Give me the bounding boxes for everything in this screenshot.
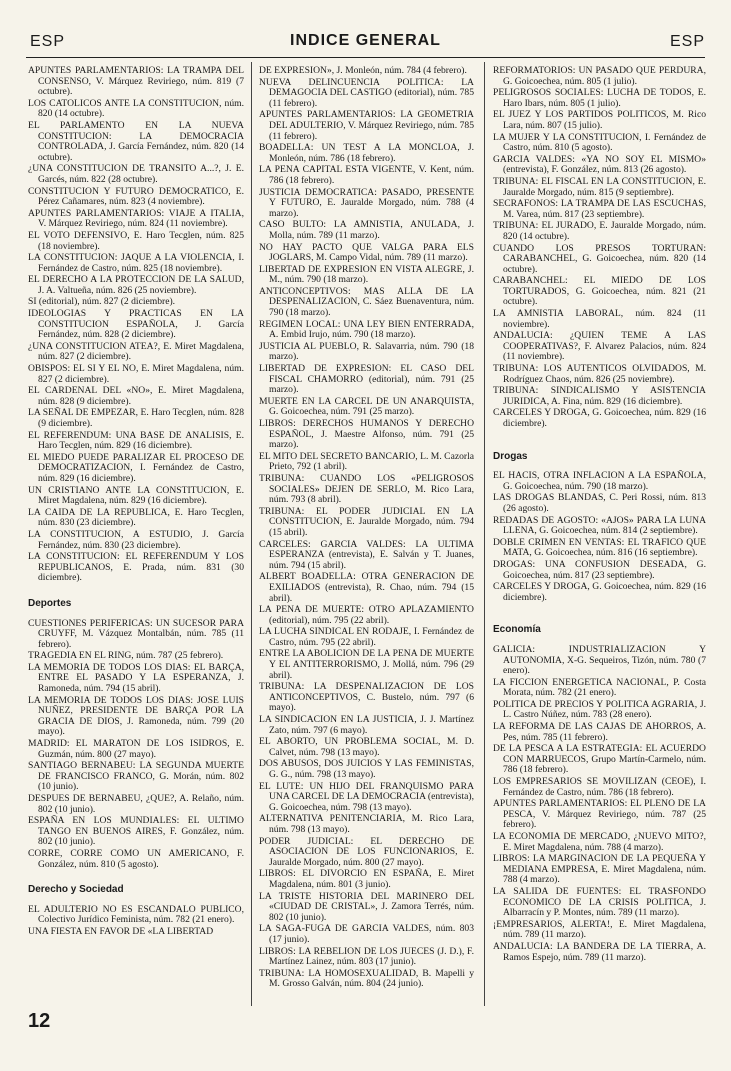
index-entry: LIBERTAD DE EXPRESION EN VISTA ALEGRE, J. M., núm. 790 (18 marzo). xyxy=(259,263,474,286)
index-entry: LA FICCION ENERGETICA NACIONAL, P. Costa Morata, núm. 782 (21 enero). xyxy=(493,676,706,699)
page-number: 12 xyxy=(28,1010,51,1032)
index-entry: TRAGEDIA EN EL RING, núm. 787 (25 febrero). xyxy=(28,650,224,662)
index-entry: LIBERTAD DE EXPRESION: EL CASO DEL FISCAL CHAMORRO (editorial), núm. 791 (25 marzo). xyxy=(259,363,474,396)
index-entry: ESPAÑA EN LOS MUNDIALES: EL ULTIMO TANGO EN BUENOS AIRES, F. González, núm. 802 (10 junio). xyxy=(28,815,244,848)
index-entry: CARCELES Y DROGA, G. Goicoechea, núm. 829 (16 diciembre). xyxy=(493,407,706,429)
index-entry: LA CONSTITUCION: JAQUE A LA VIOLENCIA, I. Fernández de Castro, núm. 825 (18 noviembre). xyxy=(28,252,244,274)
index-entry: UNA FIESTA EN FAVOR DE «LA LIBERTAD xyxy=(28,925,214,937)
index-entry: CUESTIONES PERIFERICAS: UN SUCESOR PARA CRUYFF, M. Vázquez Montalbán, núm. 785 (11 febrero). xyxy=(28,617,244,650)
index-entry: LA TRISTE HISTORIA DEL MARINERO DEL «CIUDAD DE CRISTAL», J. Zamora Terrés, núm. 802 (10 junio). xyxy=(259,890,474,923)
index-entry: UN CRISTIANO ANTE LA CONSTITUCION, E. Miret Magdalena, núm. 829 (16 diciembre). xyxy=(28,484,244,507)
section-heading: Derecho y Sociedad xyxy=(28,884,124,896)
index-entry: TRIBUNA: EL FISCAL EN LA CONSTITUCION, E. Jauralde Morgado, núm. 815 (9 septiembre). xyxy=(493,175,706,198)
index-entry: TRIBUNA: LA DESPENALIZACION DE LOS ANTICONCEPTIVOS, C. Bustelo, núm. 797 (6 mayo). xyxy=(259,681,474,714)
index-entry: MUERTE EN LA CARCEL DE UN ANARQUISTA, G. Goicoechea, núm. 791 (25 marzo). xyxy=(259,395,474,418)
index-entry: REDADAS DE AGOSTO: «AJOS» PARA LA LUNA LLENA, G. Goicoechea, núm. 814 (2 septiembre). xyxy=(493,514,706,537)
index-entry: LA MEMORIA DE TODOS LOS DIAS: JOSE LUIS NUÑEZ, PRESIDENTE DE BARÇA POR LA GRACIA DE DIOS, J. Ramoneda, núm. 799 (20 mayo). xyxy=(28,694,244,738)
index-entry: LIBROS: LA MARGINACION DE LA PEQUEÑA Y MEDIANA EMPRESA, E. Miret Magdalena, núm. 788 (4 marzo). xyxy=(493,853,706,886)
section-heading: Deportes xyxy=(28,597,72,609)
index-entry: PODER JUDICIAL: EL DERECHO DE ASOCIACION DE LOS FUNCIONARIOS, E. Jauralde Morgado, núm. 800 (27 mayo). xyxy=(259,835,474,868)
index-entry: ENTRE LA ABOLICION DE LA PENA DE MUERTE Y EL ANTITERRORISMO, J. Mollá, núm. 796 (29 abril). xyxy=(259,648,474,681)
section-heading: Drogas xyxy=(493,450,528,462)
index-entry: EL VOTO DEFENSIVO, E. Haro Tecglen, núm. 825 (18 noviembre). xyxy=(28,229,244,252)
index-entry: LA PENA CAPITAL ESTA VIGENTE, V. Kent, núm. 786 (18 febrero). xyxy=(259,164,474,186)
index-entry: LA PENA DE MUERTE: OTRO APLAZAMIENTO (editorial), núm. 795 (22 abril). xyxy=(259,604,474,626)
index-entry: BOADELLA: UN TEST A LA MONCLOA, J. Monleón, núm. 786 (18 febrero). xyxy=(259,142,474,164)
index-entry: LA ECONOMIA DE MERCADO, ¿NUEVO MITO?, E. Miret Magdalena, núm. 788 (4 marzo). xyxy=(493,831,706,853)
index-entry: LA LUCHA SINDICAL EN RODAJE, I. Fernández de Castro, núm. 795 (22 abril). xyxy=(259,626,474,648)
index-entry: CORRE, CORRE COMO UN AMERICANO, F. González, núm. 810 (5 agosto). xyxy=(28,847,244,870)
column-divider xyxy=(251,62,252,1006)
index-entry: CASO BULTO: LA AMNISTIA, ANULADA, J. Molla, núm. 789 (11 marzo). xyxy=(259,219,474,241)
index-entry: CARCELES Y DROGA, G. Goicoechea, núm. 829 (16 diciembre). xyxy=(493,581,706,603)
index-entry: ¡EMPRESARIOS, ALERTA!, E. Miret Magdalena, núm. 789 (11 marzo). xyxy=(493,918,706,941)
index-entry: JUSTICIA AL PUEBLO, R. Salavarria, núm. 790 (18 marzo). xyxy=(259,340,474,363)
index-entry: REGIMEN LOCAL: UNA LEY BIEN ENTERRADA, A. Embid Irujo, núm. 790 (18 marzo). xyxy=(259,318,474,341)
index-entry: TRIBUNA: LOS AUTENTICOS OLVIDADOS, M. Rodríguez Chaos, núm. 826 (25 noviembre). xyxy=(493,363,706,385)
index-entry: CARCELES: GARCIA VALDES: LA ULTIMA ESPERANZA (entrevista), E. Salván y T. Juanes, núm. 794 (15 abril). xyxy=(259,538,474,571)
index-entry: TRIBUNA: EL JURADO, E. Jauralde Morgado, núm. 820 (14 octubre). xyxy=(493,220,706,242)
index-entry: GALICIA: INDUSTRIALIZACION Y AUTONOMIA, X-G. Sequeiros, Tizón, núm. 780 (7 enero). xyxy=(493,643,706,677)
index-entry: TRIBUNA: EL PODER JUDICIAL EN LA CONSTITUCION, E. Jauralde Morgado, núm. 794 (15 abril). xyxy=(259,505,474,538)
index-entry: EL LUTE: UN HIJO DEL FRANQUISMO PARA UNA CARCEL DE LA DEMOCRACIA (entrevista), G. Goicoechea, núm. 798 (13 mayo). xyxy=(259,780,474,813)
index-entry: EL MITO DEL SECRETO BANCARIO, L. M. Cazorla Prieto, 792 (1 abril). xyxy=(259,450,474,473)
index-entry: ¿UNA CONSTITUCION ATEA?, E. Miret Magdalena, núm. 827 (2 diciembre). xyxy=(28,340,244,363)
index-entry: NO HAY PACTO QUE VALGA PARA ELS JOGLARS, M. Campo Vidal, núm. 789 (11 marzo). xyxy=(259,241,474,264)
index-entry: APUNTES PARLAMENTARIOS: LA TRAMPA DEL CONSENSO, V. Márquez Reviriego, núm. 819 (7 octubre). xyxy=(28,65,244,98)
index-entry: LOS CATOLICOS ANTE LA CONSTITUCION, núm. 820 (14 octubre). xyxy=(28,97,244,120)
index-entry: CUANDO LOS PRESOS TORTURAN: CARABANCHEL, G. Goicoechea, núm. 820 (14 octubre). xyxy=(493,242,706,275)
index-entry: EL DERECHO A LA PROTECCION DE LA SALUD, J. A. Valtueña, núm. 826 (25 noviembre). xyxy=(28,274,244,296)
index-entry: ALBERT BOADELLA: OTRA GENERACION DE EXILIADOS (entrevista), R. Chao, núm. 794 (15 abril). xyxy=(259,571,474,604)
index-entry: DE LA PESCA A LA ESTRATEGIA: EL ACUERDO CON MARRUECOS, Grupo Martín-Carmelo, núm. 786 (18 febrero). xyxy=(493,743,706,776)
section-heading: Economía xyxy=(493,624,541,636)
index-entry: REFORMATORIOS: UN PASADO QUE PERDURA, G. Goicoechea, núm. 805 (1 julio). xyxy=(493,65,706,87)
index-entry: LA CAIDA DE LA REPUBLICA, E. Haro Tecglen, núm. 830 (23 diciembre). xyxy=(28,506,244,529)
index-entry: LOS EMPRESARIOS SE MOVILIZAN (CEOE), I. Fernández de Castro, núm. 786 (18 febrero). xyxy=(493,776,706,798)
index-entry: EL ABORTO, UN PROBLEMA SOCIAL, M. D. Calvet, núm. 798 (13 mayo). xyxy=(259,736,474,758)
index-entry: PELIGROSOS SOCIALES: LUCHA DE TODOS, E. Haro Ibars, núm. 805 (1 julio). xyxy=(493,87,706,109)
index-entry: LAS DROGAS BLANDAS, C. Peri Rossi, núm. 813 (26 agosto). xyxy=(493,492,706,514)
index-entry: ANTICONCEPTIVOS: MAS ALLA DE LA DESPENALIZACION, C. Sáez Buenaventura, núm. 790 (18 marzo). xyxy=(259,285,474,319)
index-entry: EL REFERENDUM: UNA BASE DE ANALISIS, E. Haro Tecglen, núm. 829 (16 diciembre). xyxy=(28,429,244,452)
index-entry: IDEOLOGIAS Y PRACTICAS EN LA CONSTITUCION ESPAÑOLA, J. García Fernández, núm. 828 (2 diciembre). xyxy=(28,308,244,341)
index-entry: ANDALUCIA: LA BANDERA DE LA TIERRA, A. Ramos Espejo, núm. 789 (11 marzo). xyxy=(493,940,706,963)
index-entry: EL ADULTERIO NO ES ESCANDALO PUBLICO, Colectivo Jurídico Feminista, núm. 782 (21 enero). xyxy=(28,903,244,926)
index-entry: APUNTES PARLAMENTARIOS: LA GEOMETRIA DEL ADULTERIO, V. Márquez Reviriego, núm. 785 (11 febrero). xyxy=(259,109,474,142)
index-entry: MADRID: EL MARATON DE LOS ISIDROS, E. Guzmán, núm. 800 (27 mayo). xyxy=(28,738,244,760)
index-entry: DESPUES DE BERNABEU, ¿QUE?, A. Relaño, núm. 802 (10 junio). xyxy=(28,793,244,815)
index-entry: LA MEMORIA DE TODOS LOS DIAS: EL BARÇA, ENTRE EL PASADO Y LA ESPERANZA, J. Ramoneda, núm. 794 (15 abril). xyxy=(28,661,244,695)
index-entry: LA SEÑAL DE EMPEZAR, E. Haro Tecglen, núm. 828 (9 diciembre). xyxy=(28,407,244,429)
index-entry: LA SAGA-FUGA DE GARCIA VALDES, núm. 803 (17 junio). xyxy=(259,923,474,945)
index-entry: CARABANCHEL: EL MIEDO DE LOS TORTURADOS, G. Goicoechea, núm. 821 (21 octubre). xyxy=(493,275,706,308)
index-entry: CONSTITUCION Y FUTURO DEMOCRATICO, E. Pérez Cañamares, núm. 823 (4 noviembre). xyxy=(28,185,244,208)
index-entry: NUEVA DELINCUENCIA POLITICA: LA DEMAGOCIA DEL CASTIGO (editorial), núm. 785 (11 febrero). xyxy=(259,76,474,109)
index-entry: APUNTES PARLAMENTARIOS: VIAJE A ITALIA, V. Márquez Reviriego, núm. 824 (11 noviembre). xyxy=(28,207,244,230)
index-entry: EL MIEDO PUEDE PARALIZAR EL PROCESO DE DEMOCRATIZACION, I. Fernández de Castro, núm. 829 (16 diciembre). xyxy=(28,451,244,484)
index-entry: SANTIAGO BERNABEU: LA SEGUNDA MUERTE DE FRANCISCO FRANCO, G. Morán, núm. 802 (10 junio). xyxy=(28,760,244,793)
index-entry: DOBLE CRIMEN EN VENTAS: EL TRAFICO QUE MATA, G. Goicoechea, núm. 816 (16 septiembre). xyxy=(493,536,706,559)
index-entry: JUSTICIA DEMOCRATICA: PASADO, PRESENTE Y FUTURO, E. Jauralde Morgado, núm. 788 (4 marzo). xyxy=(259,186,474,219)
index-column-3 xyxy=(493,66,706,964)
index-entry: EL PARLAMENTO EN LA NUEVA CONSTITUCION: LA DEMOCRACIA CONTROLADA, J. García Fernández, núm. 820 (14 octubre). xyxy=(28,119,244,163)
index-column-1 xyxy=(28,66,244,939)
index-entry: EL CARDENAL DEL «NO», E. Miret Magdalena, núm. 828 (9 diciembre). xyxy=(28,385,244,407)
index-entry: TRIBUNA: LA HOMOSEXUALIDAD, B. Mapelli y M. Grosso Galván, núm. 804 (24 junio). xyxy=(259,967,474,990)
index-entry: APUNTES PARLAMENTARIOS: EL PLENO DE LA PESCA, V. Márquez Reviriego, núm. 787 (25 febrero). xyxy=(493,798,706,831)
index-entry: LA SINDICACION EN LA JUSTICIA, J. J. Martínez Zato, núm. 797 (6 mayo). xyxy=(259,714,474,736)
header-rule xyxy=(26,57,705,58)
column-divider xyxy=(484,62,485,1006)
index-entry: DE EXPRESION», J. Monleón, núm. 784 (4 febrero). xyxy=(259,65,467,76)
index-entry: DOS ABUSOS, DOS JUICIOS Y LAS FEMINISTAS, G. G., núm. 798 (13 mayo). xyxy=(259,758,474,780)
index-entry: ¿UNA CONSTITUCION DE TRANSITO A...?, J. E. Garcés, núm. 822 (28 octubre). xyxy=(28,163,244,185)
page-title: INDICE GENERAL xyxy=(290,32,441,49)
index-entry: EL JUEZ Y LOS PARTIDOS POLITICOS, M. Rico Lara, núm. 807 (15 julio). xyxy=(493,109,706,131)
index-entry: ANDALUCIA: ¿QUIEN TEME A LAS COOPERATIVAS?, F. Alvarez Palacios, núm. 824 (11 noviembre). xyxy=(493,330,706,363)
index-entry: TRIBUNA: CUANDO LOS «PELIGROSOS SOCIALES» DEJEN DE SERLO, M. Rico Lara, núm. 793 (8 abril). xyxy=(259,472,474,506)
index-entry: LA MUJER Y LA CONSTITUCION, I. Fernández de Castro, núm. 810 (5 agosto). xyxy=(493,131,706,154)
header-right-label: ESP xyxy=(669,33,705,50)
index-entry: EL HACIS, OTRA INFLACION A LA ESPAÑOLA, G. Goicoechea, núm. 790 (18 marzo). xyxy=(493,470,706,492)
index-entry: DROGAS: UNA CONFUSION DESEADA, G. Goicoechea, núm. 817 (23 septiembre). xyxy=(493,558,706,581)
header-left-label: ESP xyxy=(30,33,66,50)
index-entry: LA REFORMA DE LAS CAJAS DE AHORROS, A. Pes, núm. 785 (11 febrero). xyxy=(493,721,706,743)
index-entry: LA CONSTITUCION, A ESTUDIO, J. García Fernández, núm. 830 (23 diciembre). xyxy=(28,528,244,551)
index-entry: POLITICA DE PRECIOS Y POLITICA AGRARIA, J. L. Castro Núñez, núm. 783 (28 enero). xyxy=(493,698,706,721)
index-entry: SI (editorial), núm. 827 (2 diciembre). xyxy=(28,296,176,308)
index-column-2 xyxy=(259,66,474,991)
index-entry: LA AMNISTIA LABORAL, núm. 824 (11 noviembre). xyxy=(493,308,706,330)
index-entry: SECRAFONOS: LA TRAMPA DE LAS ESCUCHAS, M. Varea, núm. 817 (23 septiembre). xyxy=(493,198,706,220)
index-entry: OBISPOS: EL SI Y EL NO, E. Miret Magdalena, núm. 827 (2 diciembre). xyxy=(28,363,244,385)
index-entry: LIBROS: LA REBELION DE LOS JUECES (J. D.), F. Martínez Lainez, núm. 803 (17 junio). xyxy=(259,945,474,968)
index-entry: GARCIA VALDES: «YA NO SOY EL MISMO» (entrevista), F. González, núm. 813 (26 agosto). xyxy=(493,153,706,176)
index-entry: TRIBUNA: SINDICALISMO Y ASISTENCIA JURIDICA, A. Fina, núm. 829 (16 diciembre). xyxy=(493,385,706,407)
index-entry: ALTERNATIVA PENITENCIARIA, M. Rico Lara, núm. 798 (13 mayo). xyxy=(259,813,474,835)
index-entry: LIBROS: EL DIVORCIO EN ESPAÑA, E. Miret Magdalena, núm. 801 (3 junio). xyxy=(259,868,474,890)
index-entry: LIBROS: DERECHOS HUMANOS Y DERECHO ESPAÑOL, J. Maestre Alfonso, núm. 791 (25 marzo). xyxy=(259,418,474,451)
index-entry: LA CONSTITUCION: EL REFERENDUM Y LOS REPUBLICANOS, E. Prada, núm. 831 (30 diciembre). xyxy=(28,551,244,584)
index-entry: LA SALIDA DE FUENTES: EL TRASFONDO ECONOMICO DE LA CRISIS POLITICA, J. Albarracín y P. Montes, núm. 789 (11 marzo). xyxy=(493,885,706,919)
